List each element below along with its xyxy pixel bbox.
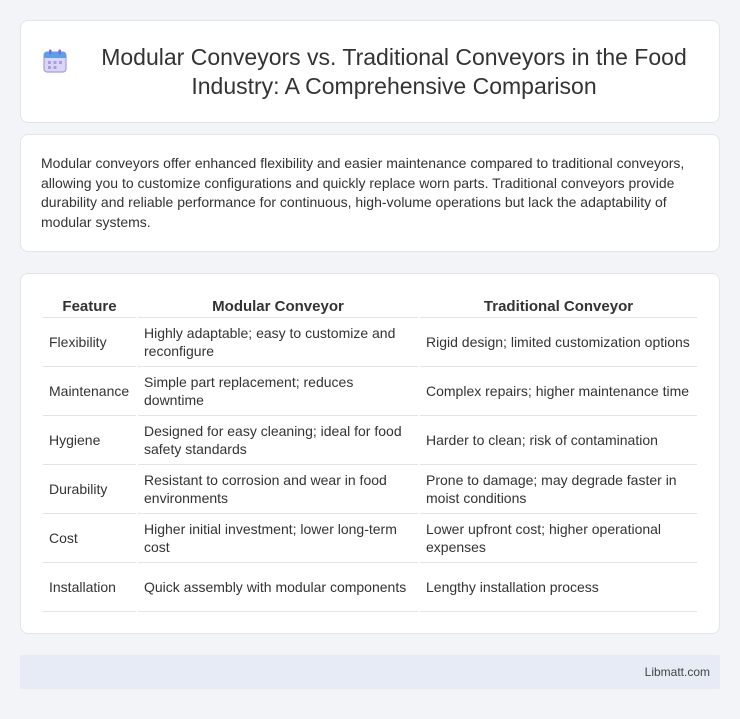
cell-modular: Higher initial investment; lower long-term cost bbox=[138, 514, 418, 563]
summary-text: Modular conveyors offer enhanced flexibility and easier maintenance compared to traditional conveyors, allowing you to customize configurations and quickly replace worn parts. Traditional conveyors provide durability and reliable performance for continuous, high-volume operations but lack the adaptability of modular systems. bbox=[41, 155, 685, 230]
footer-brand[interactable]: Libmatt.com bbox=[644, 665, 710, 679]
cell-traditional: Rigid design; limited customization options bbox=[420, 318, 697, 367]
cell-feature: Installation bbox=[43, 563, 136, 612]
cell-feature: Maintenance bbox=[43, 367, 136, 416]
table-row bbox=[43, 465, 697, 514]
cell-modular: Quick assembly with modular components bbox=[138, 563, 418, 612]
summary-card bbox=[20, 134, 720, 252]
cell-feature: Hygiene bbox=[43, 416, 136, 465]
cell-traditional: Lower upfront cost; higher operational expenses bbox=[420, 514, 697, 563]
cell-modular: Simple part replacement; reduces downtime bbox=[138, 367, 418, 416]
column-header-traditional: Traditional Conveyor bbox=[420, 295, 697, 318]
cell-feature: Durability bbox=[43, 465, 136, 514]
table-header-row bbox=[43, 295, 697, 318]
cell-traditional: Lengthy installation process bbox=[420, 563, 697, 612]
cell-feature: Flexibility bbox=[43, 318, 136, 367]
cell-traditional: Prone to damage; may degrade faster in moist conditions bbox=[420, 465, 697, 514]
table-row bbox=[43, 367, 697, 416]
cell-modular: Highly adaptable; easy to customize and reconfigure bbox=[138, 318, 418, 367]
cell-traditional: Harder to clean; risk of contamination bbox=[420, 416, 697, 465]
header-card bbox=[20, 20, 720, 123]
column-header-modular: Modular Conveyor bbox=[138, 295, 418, 318]
page-title: Modular Conveyors vs. Traditional Conveyors in the Food Industry: A Comprehensive Comparison bbox=[101, 43, 687, 99]
calendar-icon bbox=[41, 47, 69, 75]
column-header-feature: Feature bbox=[43, 295, 136, 318]
footer-bar bbox=[20, 655, 720, 689]
table-row bbox=[43, 563, 697, 612]
title-row bbox=[21, 21, 719, 122]
cell-feature: Cost bbox=[43, 514, 136, 563]
comparison-table-card bbox=[20, 273, 720, 634]
table-row bbox=[43, 416, 697, 465]
table-row bbox=[43, 318, 697, 367]
cell-modular: Resistant to corrosion and wear in food environments bbox=[138, 465, 418, 514]
comparison-table bbox=[41, 295, 699, 612]
table-row bbox=[43, 514, 697, 563]
cell-modular: Designed for easy cleaning; ideal for food safety standards bbox=[138, 416, 418, 465]
cell-traditional: Complex repairs; higher maintenance time bbox=[420, 367, 697, 416]
